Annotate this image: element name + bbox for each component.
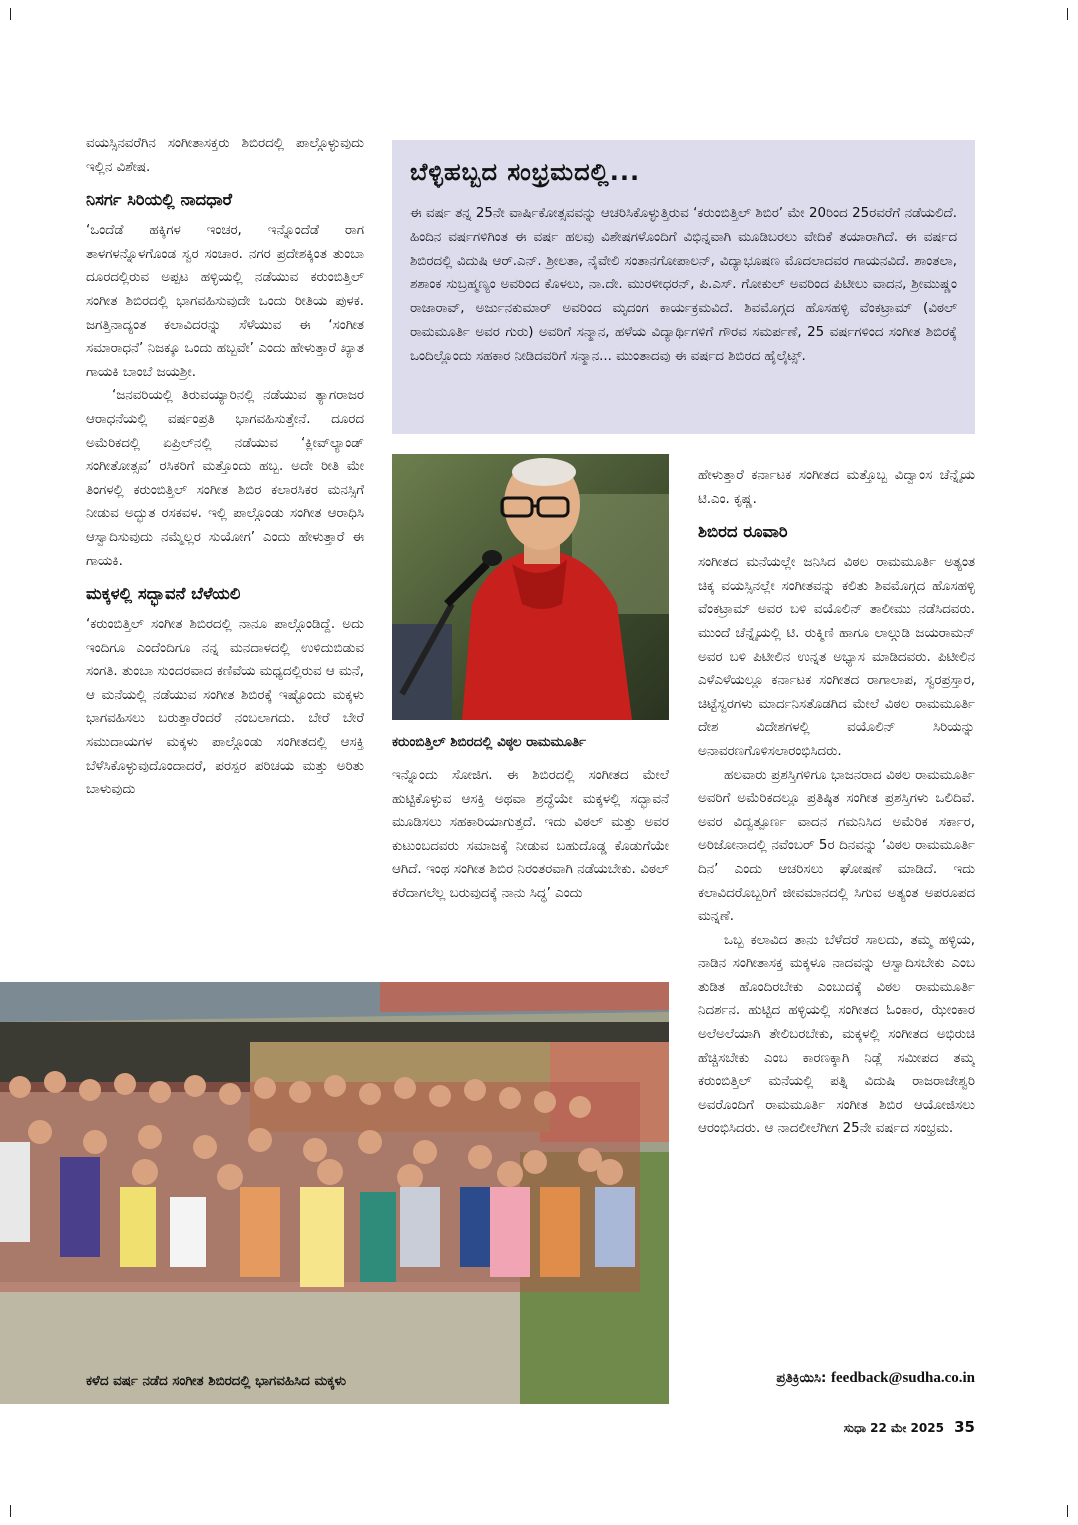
musician-illustration bbox=[392, 454, 669, 720]
paragraph: ‘ಒಂದೆಡೆ ಹಕ್ಕಿಗಳ ಇಂಚರ, ಇನ್ನೊಂದೆಡೆ ರಾಗ ತಾಳಗಳನ್ನೊಳಗೊಂಡ ಸ್ವರ ಸಂಚಾರ. ನಗರ ಪ್ರದೇಶಕ್ಕಿಂತ ತುಂಬಾ ದೂರದಲ್ಲಿರುವ ಅಪ್ಪಟ ಹಳ್ಳಿಯಲ್ಲಿ ನಡೆಯುವ ಕರುಂಬಿತ್ತಿಲ್ ಸಂಗೀತ ಶಿಬಿರದಲ್ಲಿ ಭಾಗವಹಿಸುವುದೇ ಒಂದು ರೀತಿಯ ಪುಳಕ. ಜಗತ್ತಿನಾದ್ಯಂತ ಕಲಾವಿದರನ್ನು ಸೆಳೆಯುವ ಈ ‘ಸಂಗೀತ ಸಮಾರಾಧನೆ’ ನಿಜಕ್ಕೂ ಒಂದು ಹಬ್ಬವೇ’ ಎಂದು ಹೇಳುತ್ತಾರೆ ಖ್ಯಾತ ಗಾಯಕಿ ಬಾಂಬೆ ಜಯಶ್ರೀ. bbox=[86, 223, 364, 380]
paragraph: ಒಬ್ಬ ಕಲಾವಿದ ತಾನು ಬೆಳೆದರೆ ಸಾಲದು, ತಮ್ಮ ಹಳ್ಳಿಯ, ನಾಡಿನ ಸಂಗೀತಾಸಕ್ತ ಮಕ್ಕಳೂ ನಾದವನ್ನು ಆಸ್ವಾದಿಸಬೇಕು ಎಂಬ ತುಡಿತ ಹೊಂದಿರಬೇಕು ಎಂಬುದಕ್ಕೆ ವಿಠಲ ರಾಮಮೂರ್ತಿ ನಿದರ್ಶನ. ಹುಟ್ಟಿದ ಹಳ್ಳಿಯಲ್ಲಿ ಸಂಗೀತದ ಓಂಕಾರ, ಝೇಂಕಾರ ಅಲೆಅಲೆಯಾಗಿ ತೇಲಿಬರಬೇಕು, ಮಕ್ಕಳಲ್ಲಿ ಸಂಗೀತದ ಅಭಿರುಚಿ ಹೆಚ್ಚಿಸಬೇಕು ಎಂಬ ಕಾರಣಕ್ಕಾಗಿ ನಿಡ್ಲೆ ಸಮೀಪದ ತಮ್ಮ ಕರುಂಬಿತ್ತಿಲ್ ಮನೆಯಲ್ಲಿ ಪತ್ನಿ ವಿದುಷಿ ರಾಜರಾಜೇಶ್ವರಿ ಅವರೊಂದಿಗೆ ರಾಮಮೂರ್ತಿ ಸಂಗೀತ ಶಿಬಿರ ಆಯೋಜಿಸಲು ಆರಂಭಿಸಿದರು. ಆ ನಾದಲೀಲೆಗೀಗ 25ನೇ ವರ್ಷದ ಸಂಭ್ರಮ. bbox=[698, 932, 975, 1137]
crop-mark-bottom-left bbox=[10, 1505, 23, 1517]
photo-caption: ಕಳೆದ ವರ್ಷ ನಡೆದ ಸಂಗೀತ ಶಿಬಿರದಲ್ಲಿ ಭಾಗವಹಿಸಿದ ಮಕ್ಕಳು bbox=[86, 1374, 347, 1389]
crop-mark-top-left bbox=[10, 8, 23, 20]
column-intro-text: ವಯಸ್ಸಿನವರೆಗಿನ ಸಂಗೀತಾಸಕ್ತರು ಶಿಬಿರದಲ್ಲಿ ಪಾಲ್ಗೊಳ್ಳುವುದು ಇಲ್ಲಿನ ವಿಶೇಷ. bbox=[86, 136, 364, 175]
paragraph: ಸಂಗೀತದ ಮನೆಯಲ್ಲೇ ಜನಿಸಿದ ವಿಠಲ ರಾಮಮೂರ್ತಿ ಅತ್ಯಂತ ಚಿಕ್ಕ ವಯಸ್ಸಿನಲ್ಲೇ ಸಂಗೀತವನ್ನು ಕಲಿತು ಶಿವಮೊಗ್ಗದ ಹೊಸಹಳ್ಳಿ ವೆಂಕಟ್ರಾಮ್ ಅವರ ಬಳಿ ವಯೊಲಿನ್ ತಾಲೀಮು ನಡೆಸಿದವರು. ಮುಂದೆ ಚೆನ್ನೈಯಲ್ಲಿ ಟಿ. ರುಕ್ಮಿಣಿ ಹಾಗೂ ಲಾಲ್ಗುಡಿ ಜಯರಾಮನ್ ಅವರ ಬಳಿ ಪಿಟೀಲಿನ ಉನ್ನತ ಅಭ್ಯಾಸ ಮಾಡಿದವರು. ಪಿಟೀಲಿನ ಎಳೆಎಳೆಯಲ್ಲೂ ಕರ್ನಾಟಕ ಸಂಗೀತದ ರಾಗಾಲಾಪ, ಸ್ವರಪ್ರಸ್ತಾರ, ಚಿಟ್ಟೆಸ್ವರಗಳು ಮಾರ್ದನಿಸತೊಡಗಿದ ಮೇಲೆ ವಿಠಲ ರಾಮಮೂರ್ತಿ ದೇಶ ವಿದೇಶಗಳಲ್ಲಿ ವಯೊಲಿನ್ ಸಿರಿಯನ್ನು ಅನಾವರಣಗೊಳಿಸಲಾರಂಭಿಸಿದರು. bbox=[698, 555, 975, 759]
paragraph: ಇನ್ನೊಂದು ಸೋಜಿಗ. ಈ ಶಿಬಿರದಲ್ಲಿ ಸಂಗೀತದ ಮೇಲೆ ಹುಟ್ಟಿಕೊಳ್ಳುವ ಆಸಕ್ತಿ ಅಥವಾ ಶ್ರದ್ಧೆಯೇ ಮಕ್ಕಳಲ್ಲಿ ಸದ್ಭಾವನೆ ಮೂಡಿಸಲು ಸಹಕಾರಿಯಾಗುತ್ತದೆ. ಇದು ವಿಠಲ್ ಮತ್ತು ಅವರ ಕುಟುಂಬದವರು ಸಮಾಜಕ್ಕೆ ನೀಡುವ ಬಹುದೊಡ್ಡ ಕೊಡುಗೆಯೇ ಆಗಿದೆ. ಇಂಥ ಸಂಗೀತ ಶಿಬಿರ ನಿರಂತರವಾಗಿ ನಡೆಯಬೇಕು. ವಿಠಲ್ ಕರೆದಾಗಲೆಲ್ಲ ಬರುವುದಕ್ಕೆ ನಾನು ಸಿದ್ಧ’ ಎಂದು bbox=[392, 768, 669, 901]
feedback-line bbox=[776, 1370, 975, 1387]
photo-camp-children bbox=[0, 982, 669, 1404]
crop-mark-top-right bbox=[1055, 8, 1068, 20]
paragraph: ಹಲವಾರು ಪ್ರಶಸ್ತಿಗಳಿಗೂ ಭಾಜನರಾದ ವಿಠಲ ರಾಮಮೂರ್ತಿ ಅವರಿಗೆ ಅಮೆರಿಕದಲ್ಲೂ ಪ್ರತಿಷ್ಠಿತ ಸಂಗೀತ ಪ್ರಶಸ್ತಿಗಳು ಒಲಿದಿವೆ. ಅವರ ವಿದ್ವತ್ಪೂರ್ಣ ವಾದನ ಗಮನಿಸಿದ ಅಮೆರಿಕ ಸರ್ಕಾರ, ಅರಿಜೋನಾದಲ್ಲಿ ನವೆಂಬರ್ 5ರ ದಿನವನ್ನು ‘ವಿಠಲ ರಾಮಮೂರ್ತಿ ದಿನ’ ಎಂದು ಆಚರಿಸಲು ಘೋಷಣೆ ಮಾಡಿದೆ. ಇದು ಕಲಾವಿದರೊಬ್ಬರಿಗೆ ಜೀವಮಾನದಲ್ಲಿ ಸಿಗುವ ಅತ್ಯಂತ ಅಪರೂಪದ ಮನ್ನಣೆ. bbox=[698, 767, 975, 925]
paragraph: ಹೇಳುತ್ತಾರೆ ಕರ್ನಾಟಕ ಸಂಗೀತದ ಮತ್ತೊಬ್ಬ ವಿದ್ವಾಂಸ ಚೆನ್ನೈಯ ಟಿ.ಎಂ. ಕೃಷ್ಣ. bbox=[698, 468, 975, 507]
article-column-2 bbox=[392, 764, 669, 972]
paragraph: ‘ಕರುಂಬಿತ್ತಿಲ್ ಸಂಗೀತ ಶಿಬಿರದಲ್ಲಿ ನಾನೂ ಪಾಲ್ಗೊಂಡಿದ್ದೆ. ಅದು ಇಂದಿಗೂ ಎಂದೆಂದಿಗೂ ನನ್ನ ಮನದಾಳದಲ್ಲಿ ಉಳಿದುಬಿಡುವ ಸಂಗತಿ. ತುಂಬಾ ಸುಂದರವಾದ ಕಣಿವೆಯ ಮಧ್ಯದಲ್ಲಿರುವ ಆ ಮನೆ, ಆ ಮನೆಯಲ್ಲಿ ನಡೆಯುವ ಸಂಗೀತ ಶಿಬಿರಕ್ಕೆ ಇಷ್ಟೊಂದು ಮಕ್ಕಳು ಭಾಗವಹಿಸಲು ಬರುತ್ತಾರೆಂದರೆ ನಂಬಲಾಗದು. ಬೇರೆ ಬೇರೆ ಸಮುದಾಯಗಳ ಮಕ್ಕಳು ಪಾಲ್ಗೊಂಡು ಸಂಗೀತದಲ್ಲಿ ಆಸಕ್ತಿ ಬೆಳೆಸಿಕೊಳ್ಳುವುದೊಂದಾದರೆ, ಪರಸ್ಪರ ಪರಿಚಯ ಮತ್ತು ಅರಿತು ಬಾಳುವುದು bbox=[86, 617, 364, 798]
page-footer bbox=[844, 1418, 975, 1436]
group-illustration bbox=[0, 982, 669, 1404]
paragraph: ‘ಜನವರಿಯಲ್ಲಿ ತಿರುವಯ್ಯಾರಿನಲ್ಲಿ ನಡೆಯುವ ತ್ಯಾಗರಾಜರ ಆರಾಧನೆಯಲ್ಲಿ ವರ್ಷಂಪ್ರತಿ ಭಾಗವಹಿಸುತ್ತೇನೆ. ದೂರದ ಅಮೆರಿಕದಲ್ಲಿ ಏಪ್ರಿಲ್‌ನಲ್ಲಿ ನಡೆಯುವ ‘ಕ್ಲೀವ್‌ಲ್ಯಾಂಡ್ ಸಂಗೀತೋತ್ಸವ’ ರಸಿಕರಿಗೆ ಮತ್ತೊಂದು ಹಬ್ಬ. ಅದೇ ರೀತಿ ಮೇ ತಿಂಗಳಲ್ಲಿ ಕರುಂಬಿತ್ತಿಲ್ ಸಂಗೀತ ಶಿಬಿರ ಕಲಾರಸಿಕರ ಮನಸ್ಸಿಗೆ ನೀಡುವ ಅದ್ಭುತ ರಸಕವಳ. ಇಲ್ಲಿ ಪಾಲ್ಗೊಂಡು ಸಂಗೀತ ಆರಾಧಿಸಿ ಆಸ್ವಾದಿಸುವುದು ನಮ್ಮೆಲ್ಲರ ಸುಯೋಗ’ ಎಂದು ಹೇಳುತ್ತಾರೆ ಈ ಗಾಯಕಿ. bbox=[86, 388, 364, 569]
subheading-architect: ಶಿಬಿರದ ರೂವಾರಿ bbox=[698, 522, 788, 542]
children-crowd bbox=[0, 1071, 640, 1292]
subheading-children: ಮಕ್ಕಳಲ್ಲಿ ಸದ್ಭಾವನೆ ಬೆಳೆಯಲಿ bbox=[86, 584, 241, 604]
box-body: ಈ ವರ್ಷ ತನ್ನ 25ನೇ ವಾರ್ಷಿಕೋತ್ಸವವನ್ನು ಆಚರಿಸಿಕೊಳ್ಳುತ್ತಿರುವ ‘ಕರುಂಬಿತ್ತಿಲ್ ಶಿಬಿರ’ ಮೇ 20ರಿಂದ 25ರವರೆಗೆ ನಡೆಯಲಿದೆ. ಹಿಂದಿನ ವರ್ಷಗಳಿಗಿಂತ ಈ ವರ್ಷ ಹಲವು ವಿಶೇಷಗಳೊಂದಿಗೆ ವಿಭಿನ್ನವಾಗಿ ಮೂಡಿಬರಲು ವೇದಿಕೆ ತಯಾರಾಗಿದೆ. ಈ ವರ್ಷದ ಶಿಬಿರದಲ್ಲಿ ವಿದುಷಿ ಆರ್‌.ಎನ್‌. ಶ್ರೀಲತಾ, ನೈವೇಲಿ ಸಂತಾನಗೋಪಾಲನ್, ವಿದ್ಯಾಭೂಷಣ ಮೊದಲಾದವರ ಗಾಯನವಿದೆ. ಶಾಂತಲಾ, ಶಶಾಂಕ ಸುಬ್ರಹ್ಮಣ್ಯಂ ಅವರಿಂದ ಕೊಳಲು, ನಾ.ದೇ. ಮುರಳೀಧರನ್, ಪಿ.ಎಸ್‌. ಗೋಕುಲ್ ಅವರಿಂದ ಪಿಟೀಲು ವಾದನ, ಶ್ರೀಮುಷ್ಣಂ ರಾಜಾರಾವ್, ಅರ್ಜುನಕುಮಾರ್ ಅವರಿಂದ ಮೃದಂಗ ಕಾರ್ಯಕ್ರಮವಿದೆ. ಶಿವಮೊಗ್ಗದ ಹೊಸಹಳ್ಳಿ ವೆಂಕಟ್ರಾಮ್ (ವಿಠಲ್ ರಾಮಮೂರ್ತಿ ಅವರ ಗುರು) ಅವರಿಗೆ ಸನ್ಮಾನ, ಹಳೆಯ ವಿದ್ಯಾರ್ಥಿಗಳಿಗೆ ಗೌರವ ಸಮರ್ಪಣೆ, 25 ವರ್ಷಗಳಿಂದ ಸಂಗೀತ ಶಿಬಿರಕ್ಕೆ ಒಂದಿಲ್ಲೊಂದು ಸಹಕಾರ ನೀಡಿದವರಿಗೆ ಸನ್ಮಾನ... ಮುಂತಾದವು ಈ ವರ್ಷದ ಶಿಬಿರದ ಹೈಲೈಟ್ಸ್. bbox=[410, 206, 957, 364]
silver-jubilee-box bbox=[392, 140, 975, 434]
magazine-issue: ಸುಧಾ 22 ಮೇ 2025 bbox=[843, 1421, 944, 1435]
subheading-nature: ನಿಸರ್ಗ ಸಿರಿಯಲ್ಲಿ ನಾದಧಾರೆ bbox=[86, 190, 233, 210]
page-number: 35 bbox=[954, 1418, 975, 1436]
crop-mark-bottom-right bbox=[1055, 1505, 1068, 1517]
article-column-1 bbox=[86, 132, 364, 980]
photo-vittal-ramamurthy bbox=[392, 454, 669, 720]
feedback-email[interactable]: feedback@sudha.co.in bbox=[831, 1370, 975, 1386]
box-title: ಬೆಳ್ಳಿಹಬ್ಬದ ಸಂಭ್ರಮದಲ್ಲಿ... bbox=[410, 158, 641, 186]
feedback-label: ಪ್ರತಿಕ್ರಿಯಿಸಿ: bbox=[776, 1371, 827, 1386]
article-column-3 bbox=[698, 464, 975, 1392]
photo-caption: ಕರುಂಬಿತ್ತಿಲ್ ಶಿಬಿರದಲ್ಲಿ ವಿಠ್ಠಲ ರಾಮಮೂರ್ತಿ bbox=[392, 735, 586, 750]
